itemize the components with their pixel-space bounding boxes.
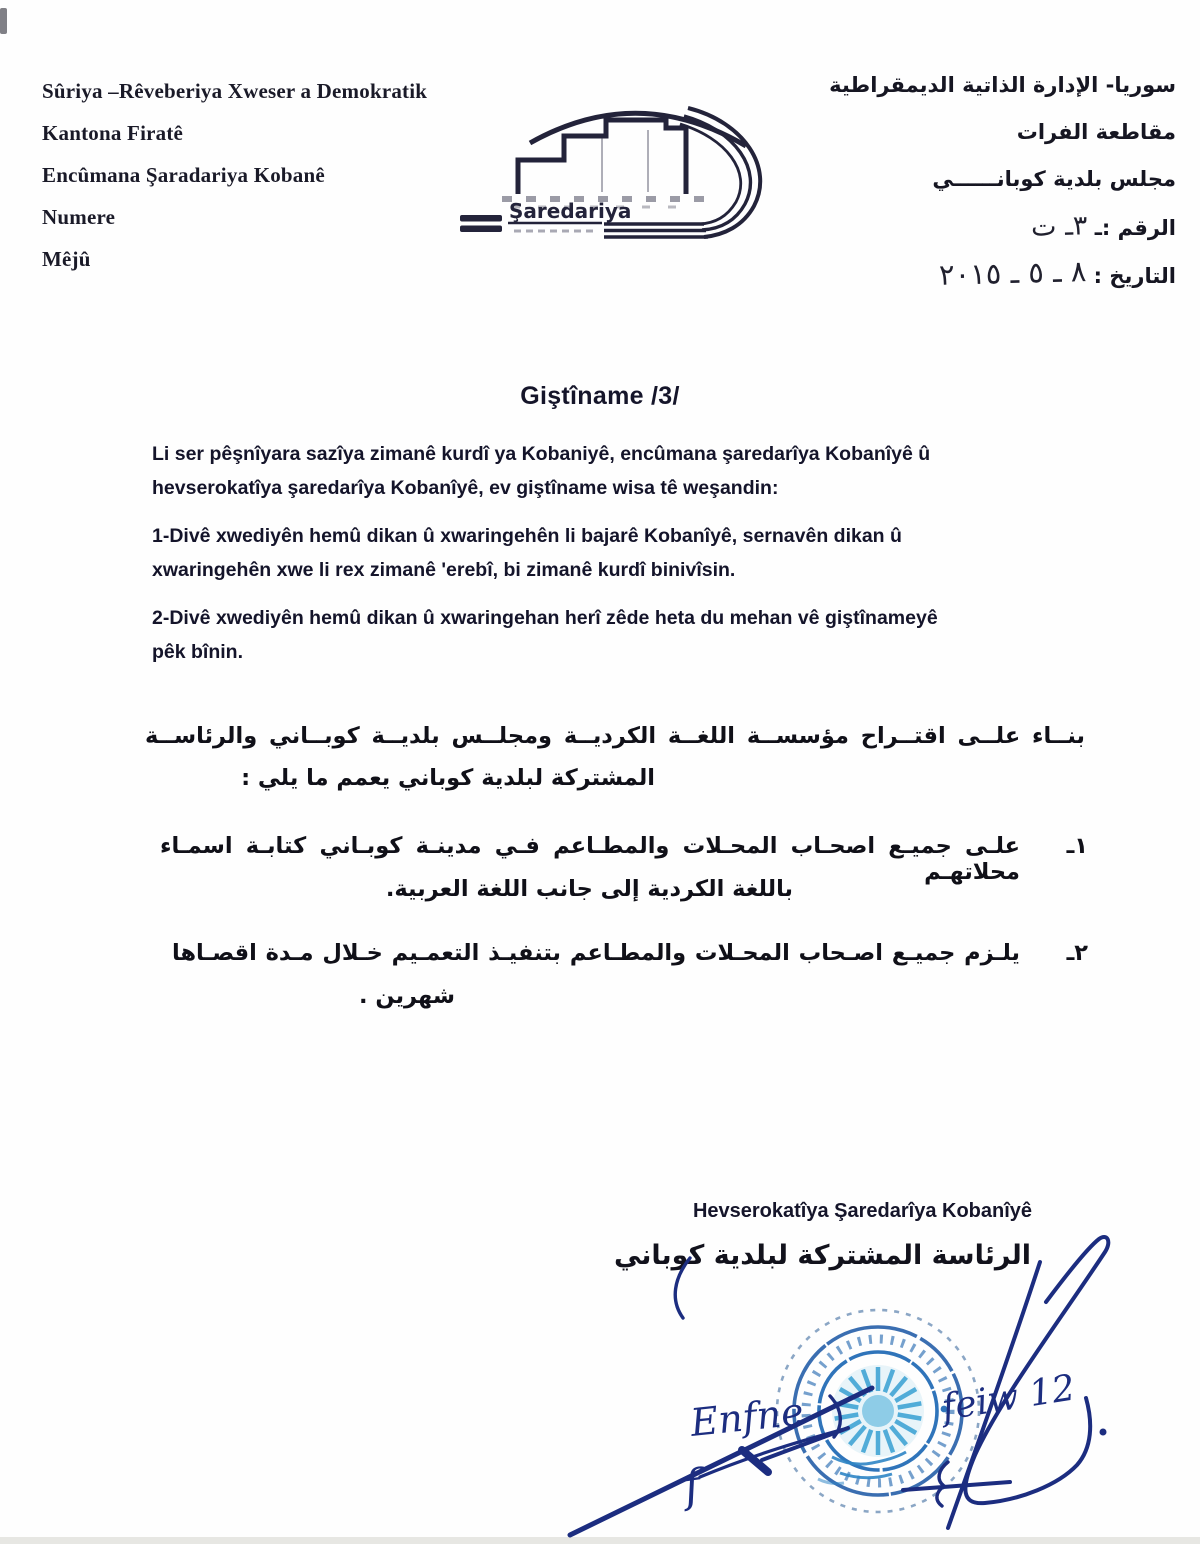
signature-scribble-left: Enfne [688,1389,806,1445]
kurdish-paragraph [152,437,1067,505]
document-date-line [706,250,1176,297]
header-right [706,62,1176,297]
header-right-line: مجلس بلدية كوبانــــــي [932,167,1176,191]
arabic-item2-number: ٢ـ [1066,940,1088,966]
signature-ink-blob [742,1450,768,1472]
signature-period-dot [1100,1429,1107,1436]
kurdish-paragraph [152,601,1067,669]
kurdish-line: 1-Divê xwediyên hemû dikan û xwaringehên li bajarê Kobanîyê, sernavên dikan û [152,525,902,547]
scan-corner-smudge [0,8,7,34]
signature-title-kurdish: Hevserokatîya Şaredarîya Kobanîyê [692,1200,1033,1222]
municipality-round-stamp [770,1303,986,1519]
kurdish-paragraph [152,519,1067,587]
header-right-line: سوريا- الإدارة الذاتية الديمقراطية [829,73,1176,97]
arabic-item1-number: ١ـ [1066,833,1088,859]
number-label: الرقم :ـ [1094,216,1176,240]
kurdish-line: hevserokatîya şaredarîya Kobanîyê, ev giştîname wisa tê weşandin: [152,477,779,499]
arabic-item2-line1: يلـزم جميـع اصـحاب المحـلات والمطـاعم بتنفيـذ التعمـيم خـلال مـدة اقصـاها [172,940,1020,966]
logo-equals-bars [460,215,502,232]
header-left-line: Encûmana Şaradariya Kobanê [42,163,325,187]
signature-title-arabic: الرئاسة المشتركة لبلدية كوباني [613,1240,1032,1271]
stamp-sun-core [862,1395,894,1427]
signature-right-flourish [965,1237,1108,1503]
arabic-item1-line1: علـى جميـع اصحـاب المحـلات والمطـاعم فـي مدينـة كوبـاني كتابـة اسمـاء محلاتهـم [160,833,1020,885]
logo-wordmark: Şaredariya [509,199,632,223]
header-right-line: مقاطعة الفرات [1016,120,1176,144]
signature-scribble-f: f [680,1460,704,1513]
number-value-handwritten: ٣ـ ت [1030,210,1088,243]
document-title: Giştîname /3/ [520,382,680,410]
signature-scribble-right: feiw 12 [938,1367,1078,1429]
stamp-dot [941,1406,948,1413]
date-label: التاريخ : [1093,264,1176,288]
kurdish-line: 2-Divê xwediyên hemû dikan û xwaringehan herî zêde heta du mehan vê giştînameyê [152,607,938,629]
kurdish-line: xwaringehên xwe li rex zimanê 'erebî, bi zimanê kurdî binivîsin. [152,559,736,581]
arabic-item2-line2: شهرين . [358,983,455,1009]
header-left-line: Numere [42,205,116,229]
arabic-intro-line1: بنــاء علــى اقتــراح مؤسســة اللغــة الكرديــة ومجلــس بلديــة كوبــاني والرئاســة [145,723,1085,749]
scan-bottom-edge [0,1537,1200,1544]
header-left-line: Kantona Firatê [42,121,184,145]
arabic-item1-line2: باللغة الكردية إلى جانب اللغة العربية. [385,876,793,902]
kurdish-line: pêk bînin. [152,641,244,663]
arabic-intro-line2: المشتركة لبلدية كوباني يعمم ما يلي : [241,765,655,791]
document-number-line [706,203,1176,250]
kurdish-body [152,437,1067,683]
header-left [42,70,427,280]
header-left-line: Sûriya –Rêveberiya Xweser a Demokratik [42,79,428,103]
date-value-handwritten: ٨ ـ ٥ ـ ٢٠١٥ [938,254,1087,292]
header-left-line: Mêjû [42,247,91,271]
logo-wall-lines [602,130,648,192]
kurdish-line: Li ser pêşnîyara sazîya zimanê kurdî ya Kobaniyê, encûmana şaredarîya Kobanîyê û [152,443,931,465]
